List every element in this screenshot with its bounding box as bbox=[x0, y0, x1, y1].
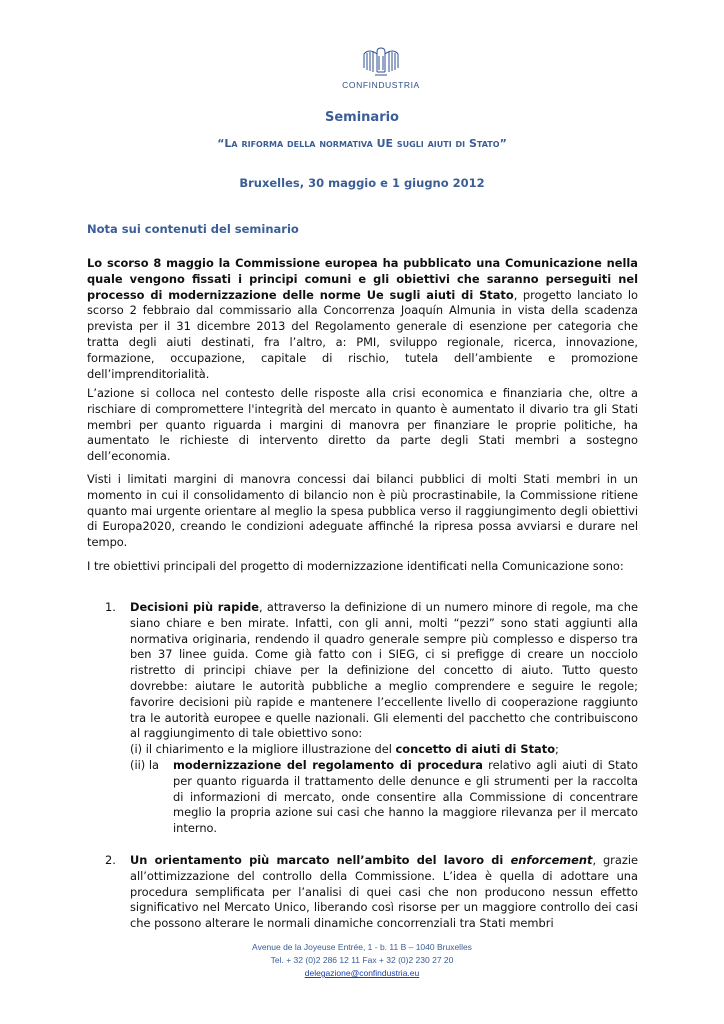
logo-text: CONFINDUSTRIA bbox=[342, 80, 420, 90]
subitem-ii-bold: modernizzazione del regolamento di procedura bbox=[173, 757, 483, 772]
subitem-i-end: ; bbox=[555, 742, 559, 757]
footer-address: Avenue de la Joyeuse Entrée, 1 - b. 11 B – 1040 Bruxelles bbox=[252, 942, 472, 952]
objective-item-1 bbox=[105, 600, 638, 837]
item-2-bold: Un orientamento più marcato nell’ambito del lavoro di bbox=[130, 853, 511, 867]
seminar-date: Bruxelles, 30 maggio e 1 giugno 2012 bbox=[239, 176, 485, 190]
item-1-text bbox=[130, 600, 638, 742]
footer-phone: Tel. + 32 (0)2 286 12 11 Fax + 32 (0)2 230 27 20 bbox=[270, 955, 454, 965]
paragraph-objectives-intro: I tre obiettivi principali del progetto di modernizzazione identificati nella Comunicazione sono: bbox=[87, 559, 624, 573]
objective-item-2 bbox=[105, 853, 638, 932]
seminar-subtitle: “La riforma della normativa UE sugli aiuti di Stato” bbox=[217, 137, 507, 150]
subitem-i bbox=[130, 742, 638, 758]
footer-email-link[interactable]: delegazione@confindustria.eu bbox=[304, 968, 420, 978]
paragraph-intro-rest: , progetto lanciato lo scorso 2 febbraio dal commissario alla Concorrenza Joaquín Almunia in vista della scadenza prevista per il 31 dicembre 2013 del Regolamento generale di esenzione per categoria che tratta degli aiuti destinati, fra l’altro, a: PMI, sviluppo regionale, ricerca, innovazione, formazione, occupazione, capitale di rischio, tutela dell’ambiente e promozione dell’imprenditorialità. bbox=[87, 287, 638, 381]
subitem-ii-text: relativo agli aiuti di Stato per quanto riguarda il trattamento delle denunce e gli strumenti per la raccolta di informazioni di mercato, onde consentire alla Commissione di concentrare meglio la propria azione sui casi che hanno la maggiore rilevanza per il mercato interno. bbox=[173, 757, 638, 836]
confindustria-eagle-icon bbox=[361, 44, 401, 78]
item-2-bold-italic: enforcement bbox=[510, 853, 593, 867]
subitem-i-text: il chiarimento e la migliore illustrazione del bbox=[145, 742, 396, 757]
subitem-i-bold: concetto di aiuti di Stato bbox=[395, 742, 556, 757]
subitem-marker: (ii) la bbox=[130, 757, 163, 772]
confindustria-logo bbox=[331, 44, 431, 90]
paragraph-intro bbox=[87, 256, 638, 382]
paragraph-margins: Visti i limitati margini di manovra concessi dai bilanci pubblici di molti Stati membri in un momento in cui il consolidamento di bilancio non è più procrastinabile, la Commissione ritiene quanto mai urgente orientare al meglio la spesa pubblica verso il raggiungimento degli obiettivi di Europa2020, creando le condizioni adeguate affinché la ripresa possa avviarsi e durare nel tempo. bbox=[87, 472, 638, 550]
paragraph-intro-bold: Lo scorso 8 maggio la Commissione europea ha pubblicato una Comunicazione nella quale vengono fissati i principi comuni e gli obiettivi che saranno perseguiti nel processo di modernizzazione delle norme Ue sugli aiuti di Stato bbox=[87, 256, 638, 302]
paragraph-context: L’azione si colloca nel contesto delle risposte alla crisi economica e finanziaria che, oltre a rischiare di compromettere l'integrità del mercato in quanto è aumentato il divario tra gli Stati membri per quanto riguarda i margini di manovra per finanziare le proprie politiche, ha aumentato le richieste di intervento diretto da parte degli Stati membri a sostegno dell’economia. bbox=[87, 386, 638, 464]
item-1-description: , attraverso la definizione di un numero minore di regole, ma che siano chiare e ben mirate. Infatti, con gli anni, molti “pezzi” sono stati aggiunti alla normativa originaria, rendendo il quadro generale sempre più complesso e disperso tra ben 37 linee guida. Come già fatto con i SIEG, ci si prefigge di creare un nocciolo ristretto di principi chiave per la definizione del concetto di aiuto. Tutto questo dovrebbe: aiutare le autorità pubbliche a meglio comprendere e seguire le regole; favorire decisioni più rapide e mantenere l’eccellente livello di cooperazione raggiunto tra le autorità europee e quelle nazionali. Gli elementi del pacchetto che contribuiscono al raggiungimento di tale obiettivo sono: bbox=[130, 600, 639, 741]
item-2-description: , grazie all’ottimizzazione del controllo della Commissione. L’idea è quella di adottare una procedura semplificata per l’analisi di quei casi che non producono nessun effetto significativo nel Mercato Unico, liberando così risorse per un maggiore controllo dei casi che possono alterare le normali dinamiche concorrenziali tra Stati membri bbox=[130, 853, 638, 931]
subitem-marker: (i) bbox=[130, 742, 146, 757]
section-title: Nota sui contenuti del seminario bbox=[87, 222, 299, 236]
item-number: 2. bbox=[105, 853, 116, 867]
subitem-ii bbox=[130, 758, 638, 837]
page-title: Seminario bbox=[324, 110, 399, 125]
page-footer bbox=[0, 941, 724, 980]
item-number: 1. bbox=[105, 600, 116, 614]
item-1-bold: Decisioni più rapide bbox=[130, 600, 260, 614]
